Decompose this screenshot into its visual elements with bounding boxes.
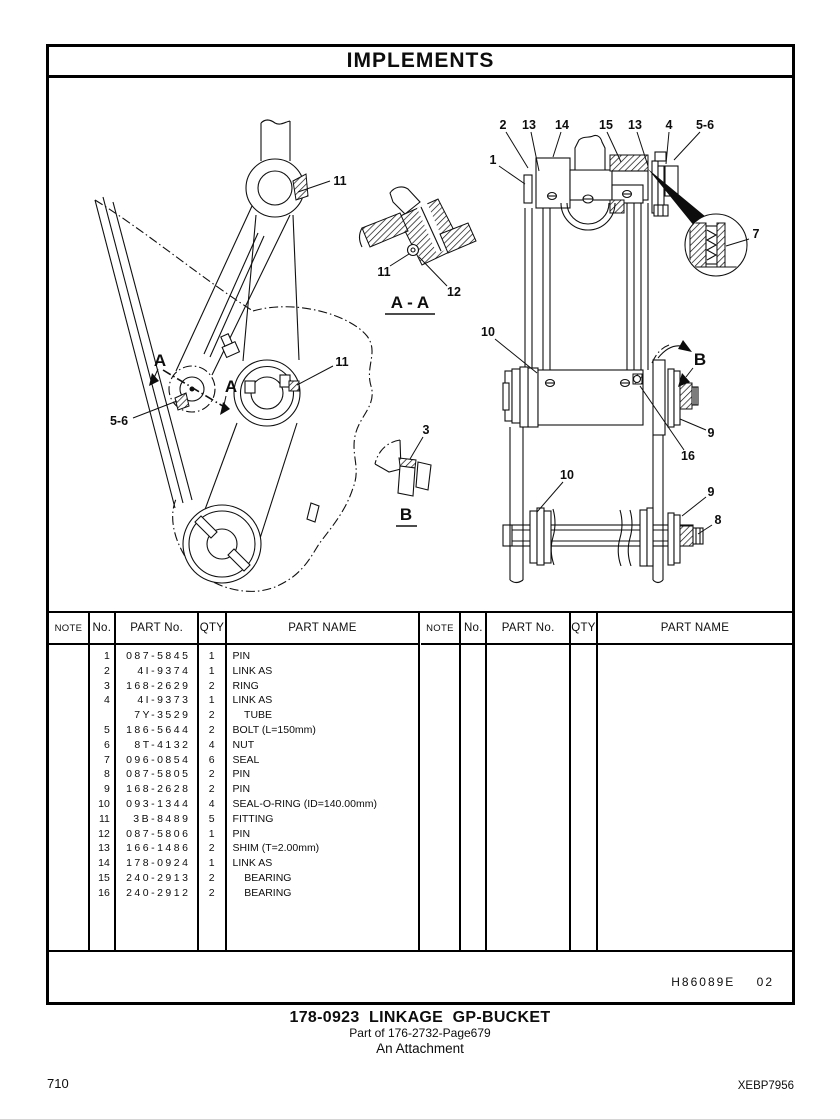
cell-part_no: 240-2912 (126, 886, 191, 899)
section-arrow-a-bottom (220, 402, 230, 415)
top-boss (246, 120, 308, 217)
callout-5-6-right: 5-6 (695, 118, 715, 132)
cell-name: PIN (232, 768, 251, 781)
cell-note (49, 767, 88, 782)
doc-code: XEBP7956 (737, 1080, 794, 1092)
section-aa-label: A - A (390, 293, 430, 312)
cell-qty: 2 (208, 768, 215, 781)
cell-note (49, 708, 88, 723)
cell-name: TUBE (232, 709, 273, 722)
callout-14: 14 (555, 118, 569, 132)
bucket-lug (575, 135, 605, 170)
drawing-reference (655, 975, 774, 989)
cell-part_no: 166-1486 (126, 842, 191, 855)
header-part-name-2: PART NAME (598, 613, 792, 645)
cell-no: 8 (104, 768, 110, 781)
body-no-2 (461, 645, 485, 950)
view-b-letter: B (693, 350, 707, 369)
callout-15: 15 (599, 118, 613, 132)
cell-part_no: 087-5805 (126, 768, 191, 781)
cell-note (49, 871, 88, 886)
right-front-view (481, 118, 759, 583)
cell-qty: 2 (208, 679, 215, 692)
cell-name: BOLT (L=150mm) (232, 723, 316, 736)
cell-no: 1 (104, 650, 110, 662)
cell-name: LINK AS (232, 664, 273, 677)
cell-part_no: 178-0924 (126, 857, 191, 870)
cell-note (49, 812, 88, 827)
header-note-2: NOTE (421, 613, 460, 645)
parts-table-right (421, 613, 793, 950)
cell-qty: 4 (208, 797, 215, 810)
cell-no: 4 (104, 694, 110, 707)
cell-name: SHIM (T=2.00mm) (232, 842, 320, 855)
cell-qty: 1 (208, 664, 215, 677)
drawing-revision: 02 (756, 975, 774, 989)
cell-qty: 4 (208, 738, 215, 751)
cell-no: 10 (98, 797, 110, 810)
bottom-hub (183, 505, 261, 583)
header-part-no-2: PART No. (487, 613, 569, 645)
column-part-no (116, 613, 200, 950)
top-pin-assembly (524, 135, 678, 230)
cell-note (49, 649, 88, 664)
cell-qty: 2 (208, 886, 215, 899)
callout-11-bearing: 11 (335, 355, 349, 369)
cell-qty: 2 (208, 871, 215, 884)
callout-2: 2 (499, 118, 507, 132)
bottom-pin-joint (503, 427, 703, 583)
body-part-no-2 (487, 645, 569, 950)
cell-note (49, 856, 88, 871)
cell-part_no: 8T-4132 (134, 738, 191, 751)
cell-part_no: 096-0854 (126, 753, 191, 766)
column-note (49, 613, 90, 950)
cell-name: FITTING (232, 812, 274, 825)
cell-part_no: 093-1344 (126, 797, 191, 810)
header-no-2: No. (461, 613, 485, 645)
cell-no: 5 (104, 723, 110, 736)
callout-8: 8 (714, 513, 722, 527)
body-note-2 (421, 645, 460, 950)
column-no (90, 613, 116, 950)
cell-part_no: 4I-9374 (137, 664, 191, 677)
cell-qty: 1 (208, 857, 215, 870)
page-title: IMPLEMENTS (49, 47, 792, 78)
header-part-name: PART NAME (227, 613, 419, 645)
drawing-number: H86089E (671, 975, 736, 989)
cell-part_no: 168-2628 (126, 783, 191, 796)
cell-name: SEAL (232, 753, 260, 766)
cell-qty: 2 (208, 709, 215, 722)
callout-3: 3 (422, 423, 430, 437)
cell-no: 11 (98, 812, 110, 825)
seal-detail-circle (648, 169, 760, 276)
cell-name: SEAL-O-RING (ID=140.00mm) (232, 797, 377, 810)
bucket-wall (95, 197, 192, 508)
cell-part_no: 4I-9373 (137, 694, 191, 707)
callout-16: 16 (681, 449, 695, 463)
cell-name: BEARING (232, 886, 292, 899)
caption-block (0, 1009, 840, 1057)
cell-name: BEARING (232, 871, 292, 884)
cell-note (49, 664, 88, 679)
callout-4: 4 (665, 118, 673, 132)
caption-subtitle: Part of 176-2732-Page679 (349, 1026, 491, 1041)
cell-note (49, 782, 88, 797)
link-arm (176, 206, 290, 375)
middle-bearing (234, 360, 300, 426)
cell-qty: 2 (208, 842, 215, 855)
header-qty: QTY (199, 613, 224, 645)
callout-13-b: 13 (628, 118, 642, 132)
caption-note: An Attachment (376, 1041, 464, 1057)
cell-part_no: 168-2629 (126, 679, 191, 692)
cell-qty: 2 (208, 723, 215, 736)
fitting-in-section (408, 245, 419, 256)
callout-11-boss: 11 (333, 174, 347, 188)
cell-qty: 5 (208, 812, 215, 825)
cell-note (49, 723, 88, 738)
cell-no: 3 (104, 679, 110, 692)
callout-1: 1 (489, 153, 497, 167)
page-number: 710 (47, 1076, 69, 1091)
link-plates (525, 203, 648, 370)
body-part-name-2 (598, 645, 792, 950)
body-note (49, 645, 88, 950)
section-letter-a-bottom: A (224, 377, 238, 396)
callout-11-section: 11 (377, 265, 391, 279)
header-qty-2: QTY (571, 613, 596, 645)
detail-b-label: B (399, 505, 413, 524)
pin-hatch (175, 393, 189, 410)
cell-note (49, 886, 88, 901)
cell-name: LINK AS (232, 694, 273, 707)
column-part-name-2 (598, 613, 792, 950)
parts-table (49, 611, 792, 952)
cell-part_no: 087-5806 (126, 827, 191, 840)
header-no: No. (90, 613, 114, 645)
body-part-no (116, 645, 198, 950)
caption-title: 178-0923 LINKAGE GP-BUCKET (289, 1009, 551, 1026)
cell-note (49, 753, 88, 768)
body-part-name (227, 645, 419, 950)
cell-qty: 1 (208, 650, 215, 662)
cell-note (49, 841, 88, 856)
section-aa-detail (360, 187, 477, 314)
cell-note (49, 693, 88, 708)
cell-part_no: 3B-8489 (133, 812, 191, 825)
body-no (90, 645, 114, 950)
cell-no: 6 (104, 738, 110, 751)
cell-no: 7 (104, 753, 110, 766)
header-note: NOTE (49, 613, 88, 645)
cell-note (49, 679, 88, 694)
cell-part_no: 087-5845 (126, 650, 191, 662)
cell-qty: 6 (208, 753, 215, 766)
section-letter-a-top: A (153, 351, 167, 370)
cell-no (90, 708, 114, 723)
cell-name: PIN (232, 783, 251, 796)
column-qty-2 (571, 613, 598, 950)
cell-note (49, 827, 88, 842)
cell-name: PIN (232, 650, 251, 662)
cell-no: 14 (98, 857, 110, 870)
cell-name: NUT (232, 738, 255, 751)
callout-13-a: 13 (522, 118, 536, 132)
page-frame (46, 44, 795, 1005)
cell-qty: 1 (208, 827, 215, 840)
cell-note (49, 738, 88, 753)
cell-part_no: 7Y-3529 (134, 709, 191, 722)
section-arrow-a-top (149, 373, 159, 386)
column-note-2 (421, 613, 462, 950)
cell-name: LINK AS (232, 857, 273, 870)
cell-no: 12 (98, 827, 110, 840)
parts-table-left (49, 613, 421, 950)
diagram-area (49, 78, 792, 611)
callout-5-6-left: 5-6 (109, 414, 129, 428)
column-part-name (227, 613, 421, 950)
column-part-no-2 (487, 613, 571, 950)
pin-hub (163, 366, 226, 412)
callout-7: 7 (752, 227, 760, 241)
cell-no: 13 (98, 842, 110, 855)
callout-10-bottom: 10 (560, 468, 574, 482)
cell-name: RING (232, 679, 259, 692)
header-part-no: PART No. (116, 613, 198, 645)
middle-joint (503, 360, 698, 435)
body-qty-2 (571, 645, 596, 950)
cell-qty: 2 (208, 783, 215, 796)
cell-name: PIN (232, 827, 251, 840)
callout-9-mid: 9 (707, 426, 715, 440)
callout-10-mid: 10 (481, 325, 495, 339)
detail-b-small (375, 423, 431, 526)
cell-qty: 1 (208, 694, 215, 707)
column-qty (199, 613, 226, 950)
callout-9-bottom: 9 (707, 485, 715, 499)
cell-no: 9 (104, 783, 110, 796)
bucket-latch (307, 503, 319, 522)
callout-12-section: 12 (447, 285, 461, 299)
body-qty (199, 645, 224, 950)
cell-part_no: 186-5644 (126, 723, 191, 736)
left-side-view (95, 120, 372, 591)
cell-no: 16 (98, 886, 110, 899)
cell-no: 15 (98, 871, 110, 884)
cell-no: 2 (104, 664, 110, 677)
linkage-diagram (49, 78, 792, 611)
column-no-2 (461, 613, 487, 950)
cell-part_no: 240-2913 (126, 871, 191, 884)
cell-note (49, 797, 88, 812)
